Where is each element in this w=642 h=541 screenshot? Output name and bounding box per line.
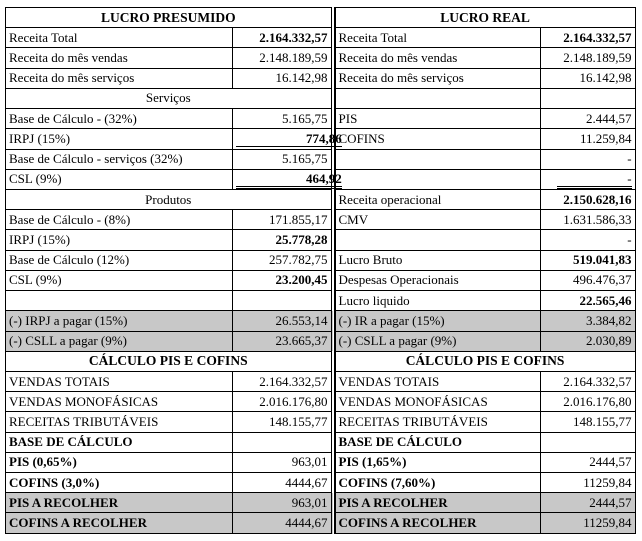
row-value: 23.200,45 bbox=[233, 270, 333, 290]
row-label: VENDAS MONOFÁSICAS bbox=[335, 392, 540, 412]
row-value: 2444,57 bbox=[540, 452, 635, 472]
row-value: 2.444,57 bbox=[540, 109, 635, 129]
table-row bbox=[335, 291, 635, 311]
table-row bbox=[6, 331, 333, 351]
row-label: PIS A RECOLHER bbox=[6, 493, 233, 513]
row-label: BASE DE CÁLCULO bbox=[335, 432, 540, 452]
empty-cell bbox=[233, 432, 333, 452]
row-value: 496.476,37 bbox=[540, 270, 635, 290]
table-row bbox=[335, 109, 635, 129]
table-row bbox=[6, 250, 333, 270]
empty-cell bbox=[540, 432, 635, 452]
row-value: 519.041,83 bbox=[540, 250, 635, 270]
row-value bbox=[233, 169, 342, 189]
table-row bbox=[6, 513, 333, 534]
panel-title: LUCRO PRESUMIDO bbox=[6, 8, 333, 28]
row-label: CMV bbox=[335, 210, 540, 230]
row-value: 148.155,77 bbox=[233, 412, 333, 432]
table-row bbox=[335, 250, 635, 270]
table-row bbox=[6, 493, 333, 513]
row-value: 2.030,89 bbox=[540, 331, 635, 351]
underlined-value: - bbox=[557, 171, 631, 189]
row-label: Receita do mês serviços bbox=[6, 68, 233, 88]
table-row bbox=[335, 452, 635, 472]
row-value: 1.631.586,33 bbox=[540, 210, 635, 230]
table-row bbox=[335, 149, 635, 169]
row-value: - bbox=[540, 230, 635, 250]
row-value: 4444,67 bbox=[233, 473, 333, 493]
row-label: PIS (0,65%) bbox=[6, 452, 233, 472]
row-value bbox=[540, 169, 635, 189]
table-row bbox=[335, 392, 635, 412]
table-row-empty bbox=[335, 88, 635, 108]
row-value: 5.165,75 bbox=[233, 149, 333, 169]
table-row bbox=[6, 473, 333, 493]
row-label: BASE DE CÁLCULO bbox=[6, 432, 233, 452]
row-value: 23.665,37 bbox=[233, 331, 333, 351]
row-label: Receita do mês vendas bbox=[335, 48, 540, 68]
table-row bbox=[6, 68, 333, 88]
empty-cell bbox=[335, 88, 540, 108]
table-row bbox=[335, 270, 635, 290]
row-label: Receita do mês vendas bbox=[6, 48, 233, 68]
table-row bbox=[6, 129, 333, 149]
table-row bbox=[335, 169, 635, 189]
lucro-real-table bbox=[335, 7, 636, 534]
lucro-presumido-table bbox=[5, 7, 342, 534]
row-label: Receita do mês serviços bbox=[335, 68, 540, 88]
row-value: 4444,67 bbox=[233, 513, 333, 534]
table-row bbox=[6, 169, 333, 189]
table-row bbox=[6, 109, 333, 129]
table-row bbox=[335, 230, 635, 250]
row-label: PIS bbox=[335, 109, 540, 129]
row-value: 2.148.189,59 bbox=[233, 48, 333, 68]
table-row bbox=[6, 311, 333, 331]
row-value: 26.553,14 bbox=[233, 311, 333, 331]
row-label: PIS A RECOLHER bbox=[335, 493, 540, 513]
row-label: (-) CSLL a pagar (9%) bbox=[6, 331, 233, 351]
row-value: 11259,84 bbox=[540, 473, 635, 493]
row-value: 11.259,84 bbox=[540, 129, 635, 149]
table-row bbox=[6, 270, 333, 290]
panel-title: LUCRO REAL bbox=[335, 8, 635, 28]
row-value: 2.164.332,57 bbox=[233, 371, 333, 391]
row-value bbox=[233, 129, 342, 149]
row-value: 25.778,28 bbox=[233, 230, 333, 250]
row-value: 2.016.176,80 bbox=[540, 392, 635, 412]
row-label: Base de Cálculo - serviços (32%) bbox=[6, 149, 233, 169]
row-label: Receita operacional bbox=[335, 189, 540, 209]
table-row bbox=[335, 210, 635, 230]
table-row bbox=[335, 493, 635, 513]
empty-cell bbox=[540, 88, 635, 108]
row-label: COFINS (3,0%) bbox=[6, 473, 233, 493]
table-row bbox=[6, 371, 333, 391]
row-label: IRPJ (15%) bbox=[6, 230, 233, 250]
table-row bbox=[6, 412, 333, 432]
table-row bbox=[6, 392, 333, 412]
table-row bbox=[6, 48, 333, 68]
section-heading: Produtos bbox=[6, 189, 333, 209]
table-row bbox=[335, 473, 635, 493]
row-label: VENDAS MONOFÁSICAS bbox=[6, 392, 233, 412]
row-value: 16.142,98 bbox=[540, 68, 635, 88]
tax-comparison-sheet bbox=[5, 7, 635, 534]
table-row-empty bbox=[6, 291, 333, 311]
table-row bbox=[6, 149, 333, 169]
row-label: RECEITAS TRIBUTÁVEIS bbox=[335, 412, 540, 432]
underlined-value: 774,86 bbox=[236, 131, 342, 147]
pis-cofins-title: CÁLCULO PIS E COFINS bbox=[6, 351, 333, 371]
table-row bbox=[335, 412, 635, 432]
section-heading: Serviços bbox=[6, 88, 333, 108]
row-label: Lucro Bruto bbox=[335, 250, 540, 270]
row-label: (-) CSLL a pagar (9%) bbox=[335, 331, 540, 351]
table-row bbox=[335, 28, 635, 48]
table-row bbox=[6, 210, 333, 230]
table-row bbox=[335, 48, 635, 68]
row-label: Receita Total bbox=[335, 28, 540, 48]
row-label: COFINS A RECOLHER bbox=[6, 513, 233, 534]
table-row bbox=[335, 311, 635, 331]
pis-cofins-title: CÁLCULO PIS E COFINS bbox=[335, 351, 635, 371]
row-value: 2.016.176,80 bbox=[233, 392, 333, 412]
row-label: (-) IR a pagar (15%) bbox=[335, 311, 540, 331]
table-row bbox=[335, 189, 635, 209]
table-row bbox=[6, 230, 333, 250]
row-label: CSL (9%) bbox=[6, 169, 233, 189]
row-value: 11259,84 bbox=[540, 513, 635, 534]
row-label: Base de Cálculo - (32%) bbox=[6, 109, 233, 129]
row-label: Receita Total bbox=[6, 28, 233, 48]
row-label: COFINS A RECOLHER bbox=[335, 513, 540, 534]
row-value: 2.164.332,57 bbox=[540, 371, 635, 391]
row-label: Lucro liquido bbox=[335, 291, 540, 311]
row-label: VENDAS TOTAIS bbox=[335, 371, 540, 391]
row-label: COFINS (7,60%) bbox=[335, 473, 540, 493]
table-row bbox=[335, 432, 635, 452]
table-row bbox=[6, 28, 333, 48]
empty-cell bbox=[233, 291, 333, 311]
row-label: IRPJ (15%) bbox=[6, 129, 233, 149]
row-value: 963,01 bbox=[233, 452, 333, 472]
table-row bbox=[335, 331, 635, 351]
row-label: CSL (9%) bbox=[6, 270, 233, 290]
row-value: 2444,57 bbox=[540, 493, 635, 513]
table-row bbox=[335, 129, 635, 149]
table-row bbox=[335, 371, 635, 391]
row-label: RECEITAS TRIBUTÁVEIS bbox=[6, 412, 233, 432]
row-value: 148.155,77 bbox=[540, 412, 635, 432]
row-value: 16.142,98 bbox=[233, 68, 333, 88]
row-label: Base de Cálculo (12%) bbox=[6, 250, 233, 270]
row-label: (-) IRPJ a pagar (15%) bbox=[6, 311, 233, 331]
row-label: COFINS bbox=[335, 129, 540, 149]
row-value: 2.164.332,57 bbox=[540, 28, 635, 48]
table-row bbox=[335, 513, 635, 534]
row-value: 5.165,75 bbox=[233, 109, 333, 129]
underlined-value: 464,92 bbox=[236, 171, 342, 189]
row-value: 171.855,17 bbox=[233, 210, 333, 230]
empty-cell bbox=[335, 169, 540, 189]
row-value: 22.565,46 bbox=[540, 291, 635, 311]
table-row bbox=[6, 432, 333, 452]
empty-cell bbox=[335, 230, 540, 250]
row-label: Despesas Operacionais bbox=[335, 270, 540, 290]
table-row bbox=[335, 68, 635, 88]
empty-cell bbox=[6, 291, 233, 311]
row-label: PIS (1,65%) bbox=[335, 452, 540, 472]
row-label: VENDAS TOTAIS bbox=[6, 371, 233, 391]
empty-cell bbox=[335, 149, 540, 169]
row-value: 3.384,82 bbox=[540, 311, 635, 331]
row-value: 257.782,75 bbox=[233, 250, 333, 270]
row-value: 2.150.628,16 bbox=[540, 189, 635, 209]
row-label: Base de Cálculo - (8%) bbox=[6, 210, 233, 230]
row-value: 963,01 bbox=[233, 493, 333, 513]
table-row bbox=[6, 452, 333, 472]
row-value: 2.164.332,57 bbox=[233, 28, 333, 48]
row-value: - bbox=[540, 149, 635, 169]
row-value: 2.148.189,59 bbox=[540, 48, 635, 68]
